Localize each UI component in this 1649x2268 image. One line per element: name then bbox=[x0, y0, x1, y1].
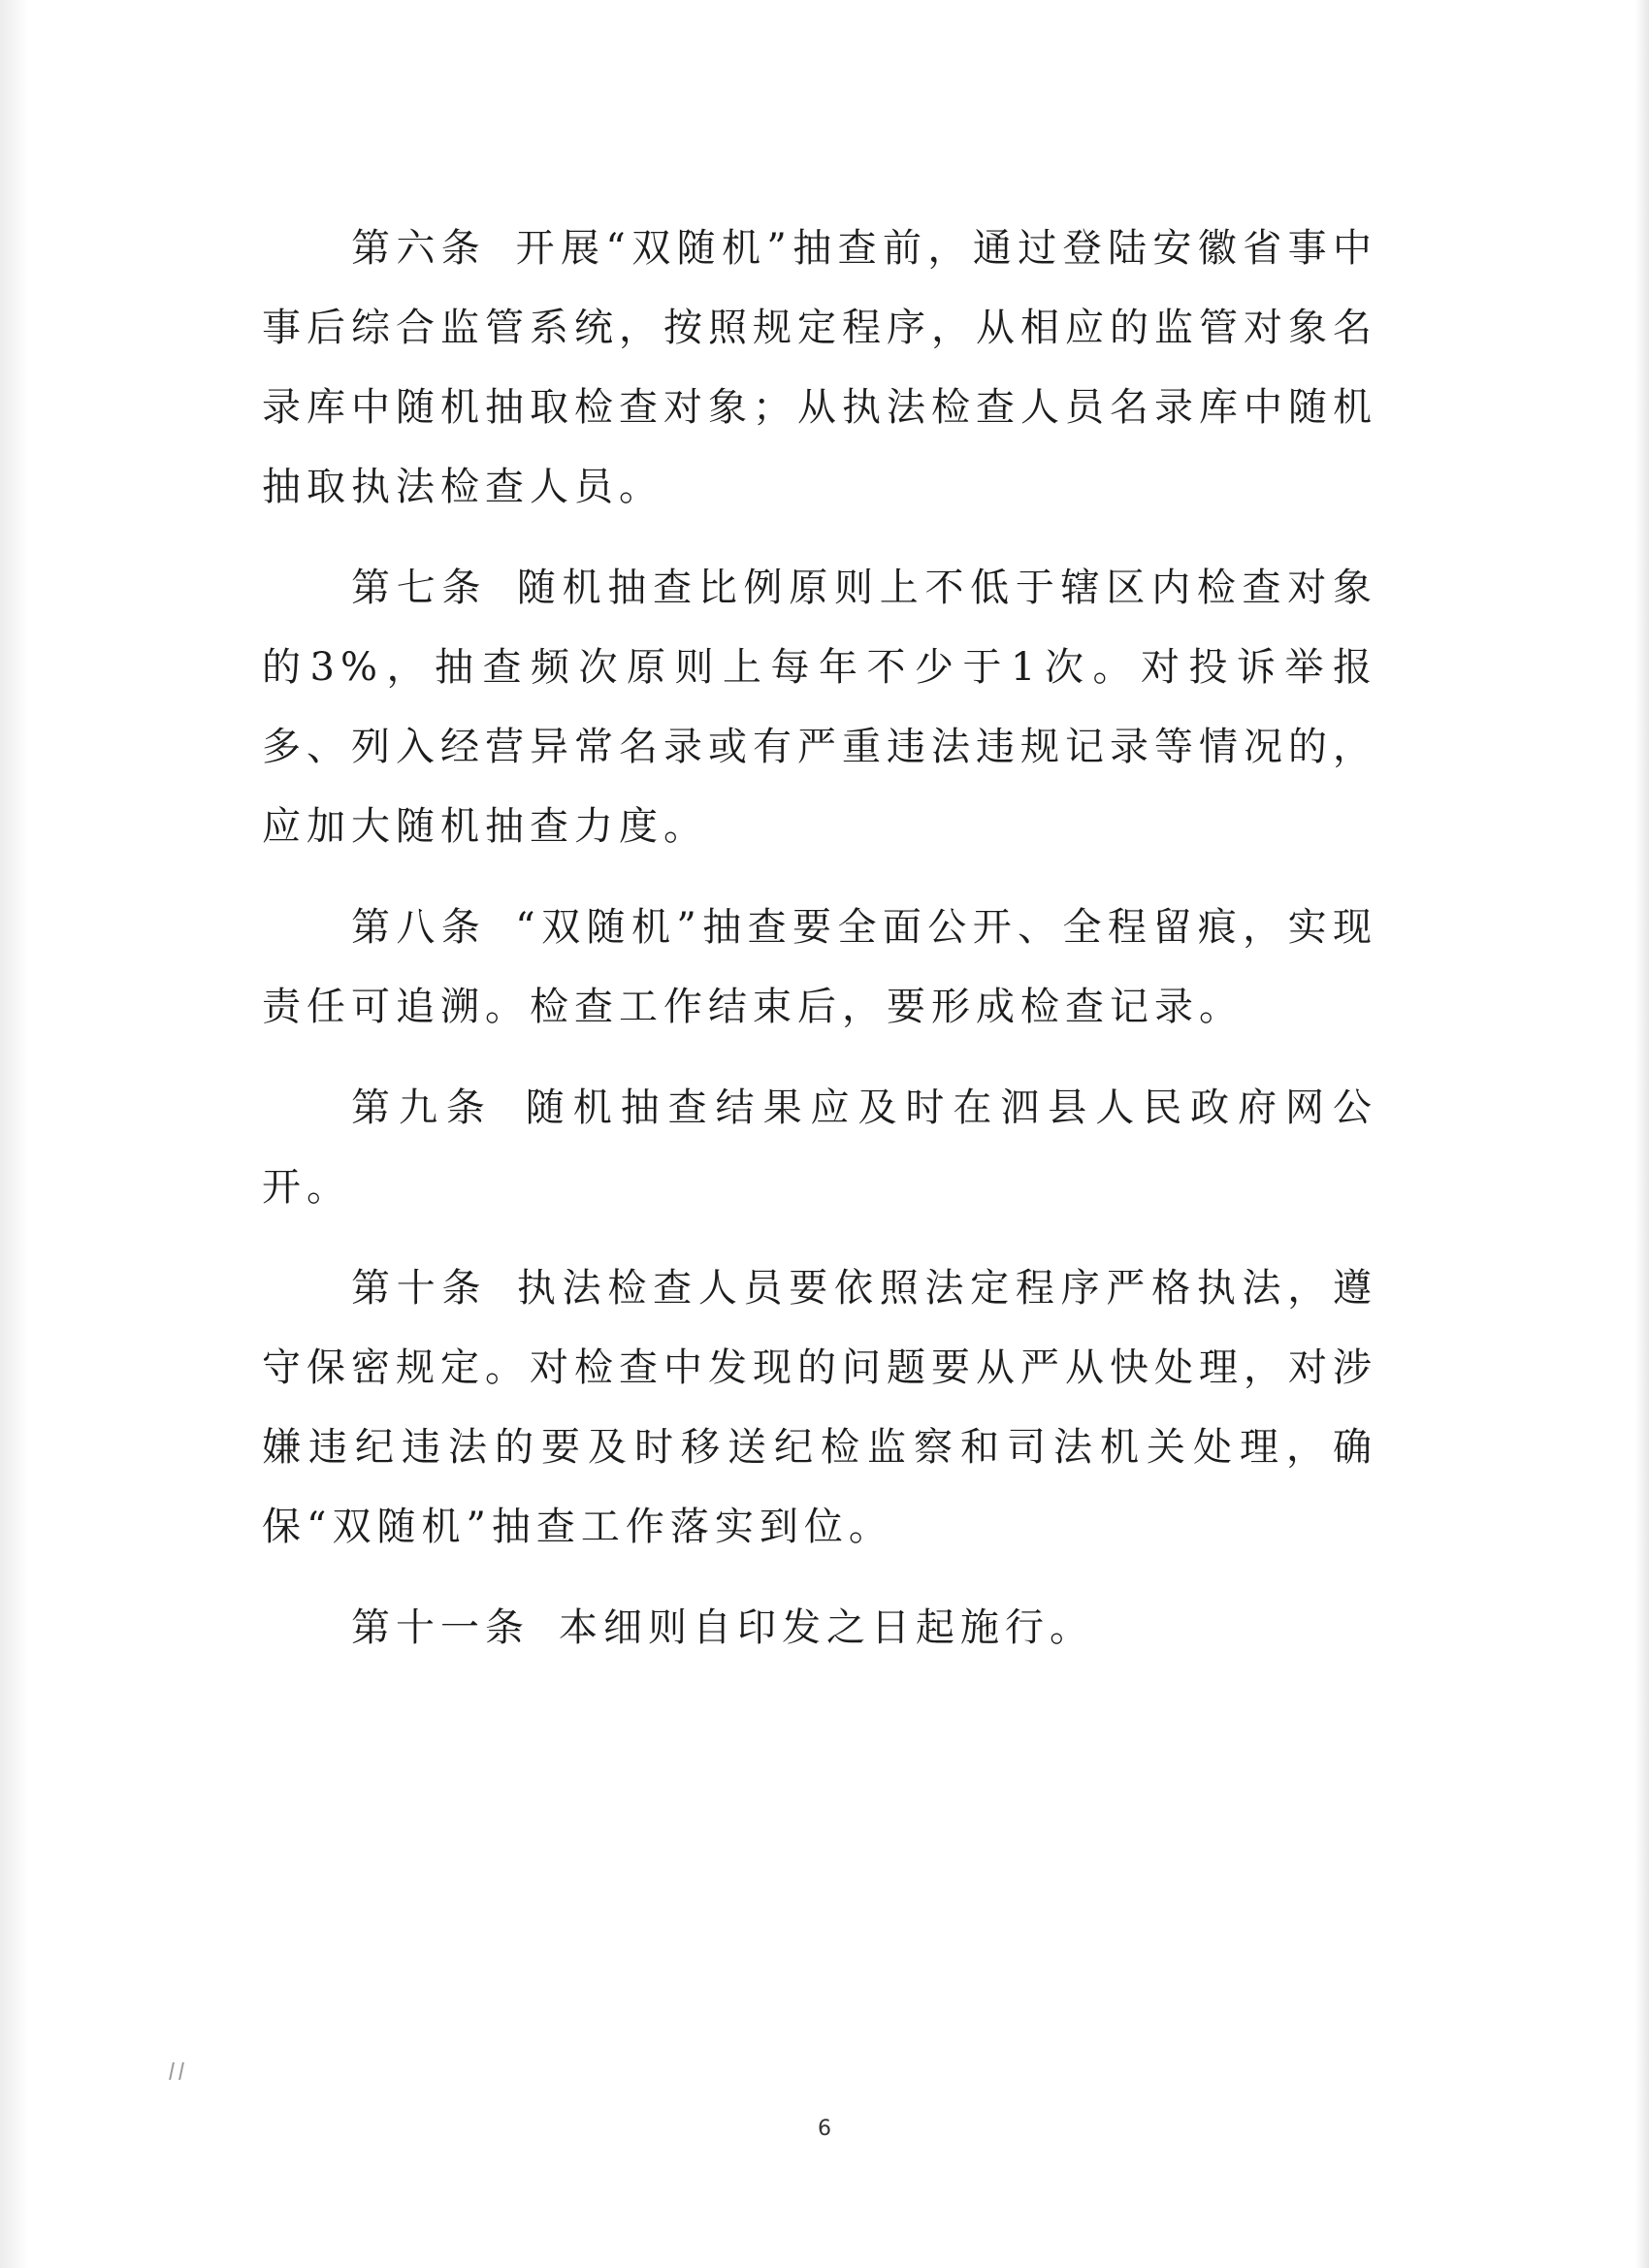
article-9 bbox=[262, 1068, 1377, 1227]
article-text: 随机抽查比例原则上不低于辖区内检查对象的3%，抽查频次原则上每年不少于1次。对投诉举报多、列入经营异常名录或有严重违法违规记录等情况的，应加大随机抽查力度。 bbox=[262, 566, 1378, 849]
article-label: 第十条 bbox=[351, 1266, 488, 1311]
article-7 bbox=[262, 548, 1377, 866]
article-label: 第六条 bbox=[351, 226, 487, 271]
article-text: 开展“双随机”抽查前，通过登陆安徽省事中事后综合监管系统，按照规定程序，从相应的监管对象名录库中随机抽取检查对象；从执法检查人员名录库中随机抽取执法检查人员。 bbox=[262, 226, 1377, 509]
page-number: 6 bbox=[818, 2117, 831, 2141]
scan-edge-right bbox=[1635, 0, 1649, 2268]
article-label: 第十一条 bbox=[351, 1605, 530, 1650]
article-6 bbox=[262, 209, 1377, 527]
article-10 bbox=[262, 1248, 1377, 1567]
scan-speck bbox=[169, 2062, 184, 2080]
article-8 bbox=[262, 888, 1377, 1047]
article-11 bbox=[262, 1588, 1377, 1668]
article-text: “双随机”抽查要全面公开、全程留痕，实现责任可追溯。检查工作结束后，要形成检查记录。 bbox=[262, 905, 1378, 1029]
article-text: 执法检查人员要依照法定程序严格执法，遵守保密规定。对检查中发现的问题要从严从快处理，对涉嫌违纪违法的要及时移送纪检监察和司法机关处理，确保“双随机”抽查工作落实到位。 bbox=[262, 1266, 1378, 1549]
article-text: 本细则自印发之日起施行。 bbox=[559, 1605, 1094, 1650]
document-body bbox=[262, 209, 1377, 1689]
article-label: 第七条 bbox=[351, 566, 488, 610]
scan-edge-left bbox=[0, 0, 29, 2268]
article-text: 随机抽查结果应及时在泗县人民政府网公开。 bbox=[262, 1085, 1378, 1210]
article-label: 第八条 bbox=[351, 905, 487, 950]
article-label: 第九条 bbox=[351, 1085, 494, 1130]
